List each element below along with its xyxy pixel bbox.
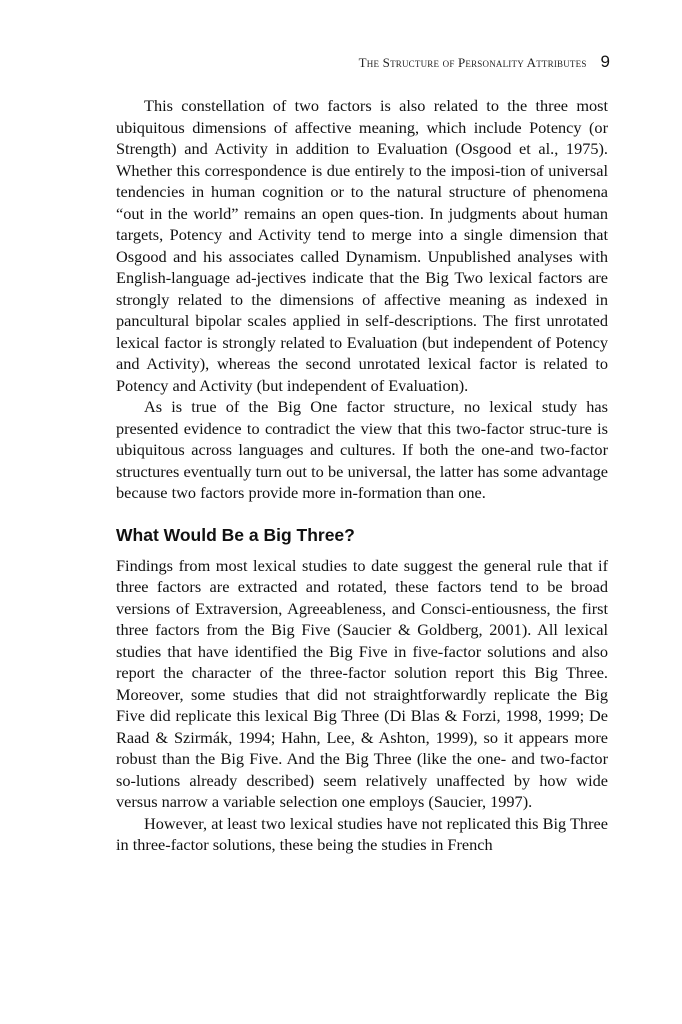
running-head [359,52,610,72]
paragraph-non-replication: However, at least two lexical studies have not replicated this Big Three in three-factor solutions, these being the studies in French [116,813,608,854]
paragraph-big-one-comparison: As is true of the Big One factor structure, no lexical study has presented evidence to contradict the view that this two-factor struc-ture is ubiquitous across languages and cultures. If both the one-and two-factor structures eventually turn out to be universal, the latter has some advantage because two factors provide more in-formation than one. [116,397,608,502]
section-heading: What Would Be a Big Three? [116,524,355,545]
paragraph-lexical-findings: Findings from most lexical studies to date suggest the general rule that if three factors are extracted and rotated, these factors tend to be broad versions of Extraversion, Agreeableness, and Consci-entiousness, the first three factors from the Big Five (Saucier & Goldberg, 2001). All lexical studies that have identified the Big Five in five-factor solutions and also report the character of the three-factor solution report this Big Three. Moreover, some studies that did not straightforwardly replicate the Big Five did replicate this lexical Big Three (Di Blas & Forzi, 1998, 1999; De Raad & Szirmák, 1994; Hahn, Lee, & Ashton, 1999), so it appears more robust than the Big Five. And the Big Three (like the one- and two-factor so-lutions already described) seem relatively unaffected by how wide versus narrow a variable selection one employs (Saucier, 1997). [116,555,608,811]
running-title: The Structure of Personality Attributes [358,55,587,70]
body-text [116,95,608,856]
paragraph-affective-meaning: This constellation of two factors is also related to the three most ubiquitous dimensions of affective meaning, which include Potency (or Strength) and Activity in addition to Evaluation (Osgood et al., 1975). Whether this correspondence is due entirely to the imposi-tion of universal tendencies in human cognition or to the natural structure of phenomena “out in the world” remains an open ques-tion. In judgments about human targets, Potency and Activity tend to merge into a single dimension that Osgood and his associates called Dynamism. Unpublished analyses with English-language ad-jectives indicate that the Big Two lexical factors are strongly related to the dimensions of affective meaning as indexed in pancultural bipolar scales applied in self-descriptions. The first unrotated lexical factor is strongly related to Evaluation (but independent of Potency and Activity), whereas the second unrotated lexical factor is related to Potency and Activity (but independent of Evaluation). [116,96,608,395]
page-number: 9 [600,52,610,71]
